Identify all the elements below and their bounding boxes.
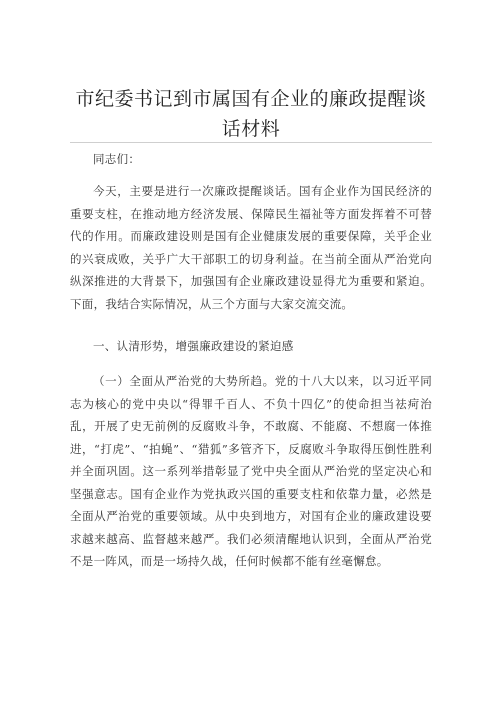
title-divider bbox=[70, 142, 432, 143]
body-paragraph-1: （一）全面从严治党的大势所趋。党的十八大以来，以习近平同志为核心的党中央以“得罪千百人、不负十四亿”的使命担当祛疴治乱，开展了史无前例的反腐败斗争，不敢腐、不能腐、不想腐一体推进，“打虎”、“拍蝇”、“猎狐”多管齐下，反腐败斗争取得压倒性胜利并全面巩固。这一系列举措彰显了党中央全面从严治党的坚定决心和坚强意志。国有企业作为党执政兴国的重要支柱和依靠力量，必然是全面从严治党的重要领域。从中央到地方，对国有企业的廉政建设要求越来越高、监督越来越严。我们必须清醒地认识到，全面从严治党不是一阵风，而是一场持久战，任何时候都不能有丝毫懈怠。 bbox=[70, 374, 432, 568]
intro-paragraph: 今天，主要是进行一次廉政提醒谈话。国有企业作为国民经济的重要支柱，在推动地方经济发展、保障民生福祉等方面发挥着不可替代的作用。而廉政建设则是国有企业健康发展的重要保障，关乎企业的兴衰成败，关乎广大干部职工的切身利益。在当前全面从严治党向纵深推进的大背景下，加强国有企业廉政建设显得尤为重要和紧迫。下面，我结合实际情况，从三个方面与大家交流交流。 bbox=[70, 184, 432, 311]
document-title: 市纪委书记到市属国有企业的廉政提醒谈话材料 bbox=[75, 88, 427, 140]
greeting: 同志们： bbox=[93, 152, 141, 166]
section-heading: 一、认清形势，增强廉政建设的紧迫感 bbox=[93, 339, 294, 353]
